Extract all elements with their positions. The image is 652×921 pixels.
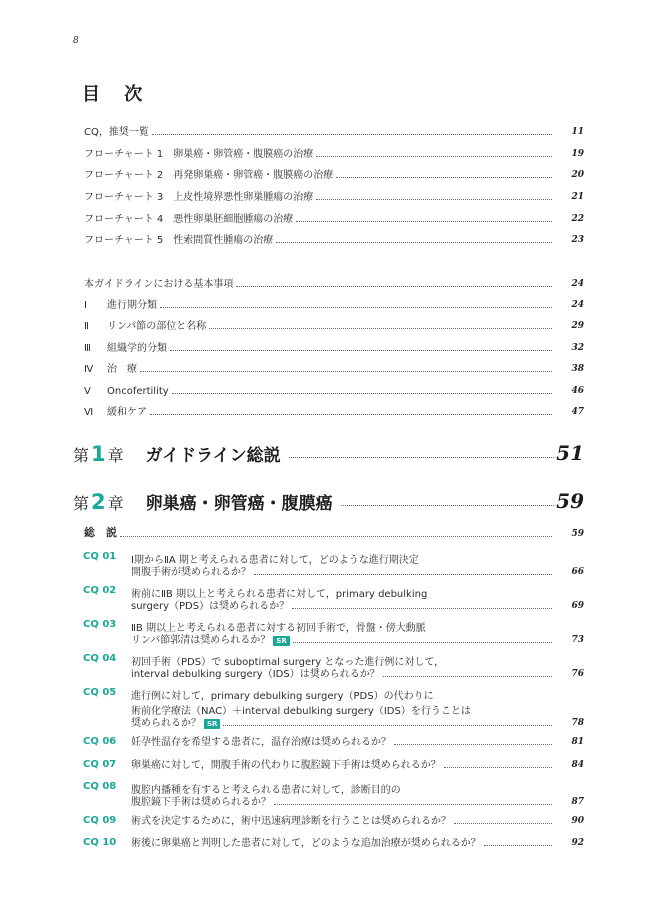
toc-entry-text: Oncofertility [107,386,169,397]
cq-number: CQ 07 [83,759,117,770]
toc-entry-text: フローチャート 4 悪性卵巣胚細胞腫瘍の治療 [84,214,294,225]
cq-number: CQ 04 [83,653,117,664]
cq-question-text: 術後に卵巣癌と判明した患者に対して，どのような追加治療が奨められるか？ [131,838,481,849]
chapter-page-number: 59 [556,489,584,513]
systematic-review-badge: SR [204,719,220,729]
toc-page-number: 84 [571,760,584,770]
toc-entry-number: Ⅱ [84,321,89,332]
toc-entry-label [84,188,313,203]
toc-page-number: 90 [571,816,584,826]
leader-dots [172,392,552,394]
toc-page-number: 32 [571,343,584,353]
toc-page-number: 78 [571,718,584,728]
toc-entry-text: CQ，推奨一覧 [84,127,149,138]
toc-page-number: 22 [571,214,584,224]
toc-page-number: 24 [571,279,584,289]
toc-entry-basic[interactable] [84,341,552,354]
toc-page-number: 24 [571,300,584,310]
toc-entry-label [84,166,333,181]
leader-dots [276,241,552,243]
cq-question-line: 進行例に対して，primary debulking surgery（PDS）の代わりに [131,691,434,702]
leader-dots [150,413,552,415]
toc-entry-text: フローチャート 1 卵巣癌・卵管癌・腹膜癌の治療 [84,149,314,160]
toc-entry-label [84,123,149,138]
chapter-suffix: 章 [107,494,124,513]
toc-entry-basic[interactable] [84,405,552,418]
cq-question-last-line [131,795,552,808]
cq-number: CQ 05 [83,687,117,698]
cq-question-text: リンパ節郭清は奨められるか？ [131,635,271,646]
chapter-title: ガイドライン総説 [145,446,281,466]
toc-entry-basic-heading[interactable] [84,277,552,290]
leader-dots [289,456,554,458]
cq-number: CQ 08 [83,781,117,792]
chapter-label [73,442,124,466]
leader-dots [274,803,552,805]
toc-entry-label [84,386,169,397]
toc-entry-number: Ⅴ [84,386,91,397]
leader-dots [394,743,552,745]
toc-entry-label [84,317,206,332]
toc-entry-label [84,360,137,375]
toc-page-number: 92 [571,838,584,848]
chapter-suffix: 章 [107,446,124,465]
toc-entry-front[interactable] [84,168,552,181]
chapter-title: 卵巣癌・卵管癌・腹膜癌 [145,494,333,514]
toc-page-number: 38 [571,364,584,374]
toc-entry-label [84,296,157,311]
toc-page-number: 47 [571,407,584,417]
toc-entry-front[interactable] [84,212,552,225]
cq-question-line: 初回手術（PDS）で suboptimal surgery となった進行例に対して， [131,657,445,668]
cq-question-text: surgery（PDS）は奨められるか？ [131,601,290,612]
toc-entry-text: 組織学的分類 [107,343,167,354]
toc-page-number: 81 [571,737,584,747]
toc-entry-label [84,275,233,290]
cq-question-last-line [131,599,552,612]
cq-question-text: 卵巣癌に対して，開腹手術の代わりに腹腔鏡下手術は奨められるか？ [131,760,441,771]
leader-dots [383,675,552,677]
toc-heading: 目 次 [82,84,152,105]
cq-question-text: 奨められるか？ [131,718,201,729]
cq-question-text: 開腹手術が奨められるか？ [131,567,251,578]
systematic-review-badge: SR [273,636,289,646]
leader-dots [336,176,552,178]
toc-entry-text: 緩和ケア [107,407,147,418]
toc-page-number: 76 [571,669,584,679]
toc-entry-front[interactable] [84,125,552,138]
toc-entry-text: 進行期分類 [107,300,157,311]
cq-question-last-line [131,716,552,729]
toc-page-number: 66 [571,567,584,577]
toc-entry-label [84,210,293,225]
leader-dots [454,822,552,824]
cq-question-last-line [131,633,552,646]
toc-page-number: 21 [571,192,584,202]
toc-entry-basic[interactable] [84,362,552,375]
toc-entry-label [84,145,313,160]
cq-number: CQ 03 [83,619,117,630]
chapter-prefix: 第 [73,446,90,465]
toc-entry-number: Ⅰ [84,300,87,311]
cq-number: CQ 06 [83,736,117,747]
toc-entry-label [84,231,273,246]
leader-dots [444,766,552,768]
cq-question-line: Ⅰ期からⅡA 期と考えられる患者に対して，どのような進行期決定 [131,555,419,566]
leader-dots [152,133,552,135]
toc-page-number: 23 [571,235,584,245]
cq-question-line: 術前化学療法（NAC）＋interval debulking surgery（IDS）を行うことは [131,706,471,717]
leader-dots [236,285,552,287]
toc-page-number: 59 [571,529,584,539]
toc-entry-text: フローチャート 5 性索間質性腫瘍の治療 [84,235,274,246]
cq-question-line: ⅡB 期以上と考えられる患者に対する初回手術で，骨盤・傍大動脈 [131,623,426,634]
leader-dots [316,155,552,157]
leader-dots [140,370,552,372]
leader-dots [120,535,552,537]
cq-question-text: 術式を決定するために，術中迅速病理診断を行うことは奨められるか？ [131,816,451,827]
leader-dots [223,724,552,726]
leader-dots [170,349,552,351]
chapter-number: 1 [91,442,106,466]
toc-page-number: 20 [571,170,584,180]
cq-number: CQ 01 [83,551,117,562]
cq-question-text: interval debulking surgery（IDS）は奨められるか？ [131,669,380,680]
toc-entry-text: リンパ節の部位と名称 [107,321,207,332]
chapter-label [73,490,124,514]
toc-page-number: 11 [571,127,584,137]
leader-dots [293,641,552,643]
toc-entry-front[interactable] [84,233,552,246]
toc-page-number: 19 [571,149,584,159]
toc-page-number: 73 [571,635,584,645]
toc-entry-text: 本ガイドラインにおける基本事項 [84,279,234,290]
leader-dots [296,220,552,222]
chapter-number: 2 [91,490,106,514]
leader-dots [292,607,552,609]
cq-question-text: 腹腔鏡下手術は奨められるか？ [131,797,271,808]
cq-question-last-line [131,836,552,849]
leader-dots [341,504,554,506]
toc-entry-basic[interactable] [84,319,552,332]
cq-question-last-line [131,735,552,748]
cq-number: CQ 10 [83,837,117,848]
toc-page-number: 29 [571,321,584,331]
toc-entry-basic[interactable] [84,384,552,397]
toc-page-number: 46 [571,386,584,396]
toc-entry-front[interactable] [84,190,552,203]
toc-page-number: 87 [571,797,584,807]
cq-number: CQ 09 [83,815,117,826]
chapter-2-entry[interactable] [73,486,554,514]
cq-question-line: 腹腔内播種を有すると考えられる患者に対して，診断目的の [131,785,401,796]
toc-entry-front[interactable] [84,147,552,160]
chapter-1-entry[interactable] [73,438,554,466]
overview-label: 総 説 [84,526,117,539]
cq-question-last-line [131,667,552,680]
cq-question-last-line [131,565,552,578]
toc-entry-number: Ⅵ [84,407,94,418]
toc-entry-label [84,403,147,418]
leader-dots [316,198,552,200]
leader-dots [160,306,552,308]
leader-dots [209,327,552,329]
chapter-prefix: 第 [73,494,90,513]
toc-entry-basic[interactable] [84,298,552,311]
toc-entry-text: フローチャート 3 上皮性境界悪性卵巣腫瘍の治療 [84,192,314,203]
cq-question-text: 妊孕性温存を希望する患者に，温存治療は奨められるか？ [131,737,391,748]
toc-entry-number: Ⅳ [84,364,94,375]
toc-entry-label [84,339,167,354]
leader-dots [254,573,552,575]
toc-entry-text: 治 療 [107,364,137,375]
cq-question-line: 術前にⅡB 期以上と考えられる患者に対して，primary debulking [131,589,428,600]
leader-dots [484,844,552,846]
page-number: 8 [73,36,79,46]
cq-number: CQ 02 [83,585,117,596]
chapter-page-number: 51 [556,441,584,465]
cq-question-last-line [131,814,552,827]
toc-entry-number: Ⅲ [84,343,91,354]
toc-entry-overview[interactable] [84,526,552,540]
toc-entry-text: フローチャート 2 再発卵巣癌・卵管癌・腹膜癌の治療 [84,170,334,181]
cq-question-last-line [131,758,552,771]
toc-page-number: 69 [571,601,584,611]
